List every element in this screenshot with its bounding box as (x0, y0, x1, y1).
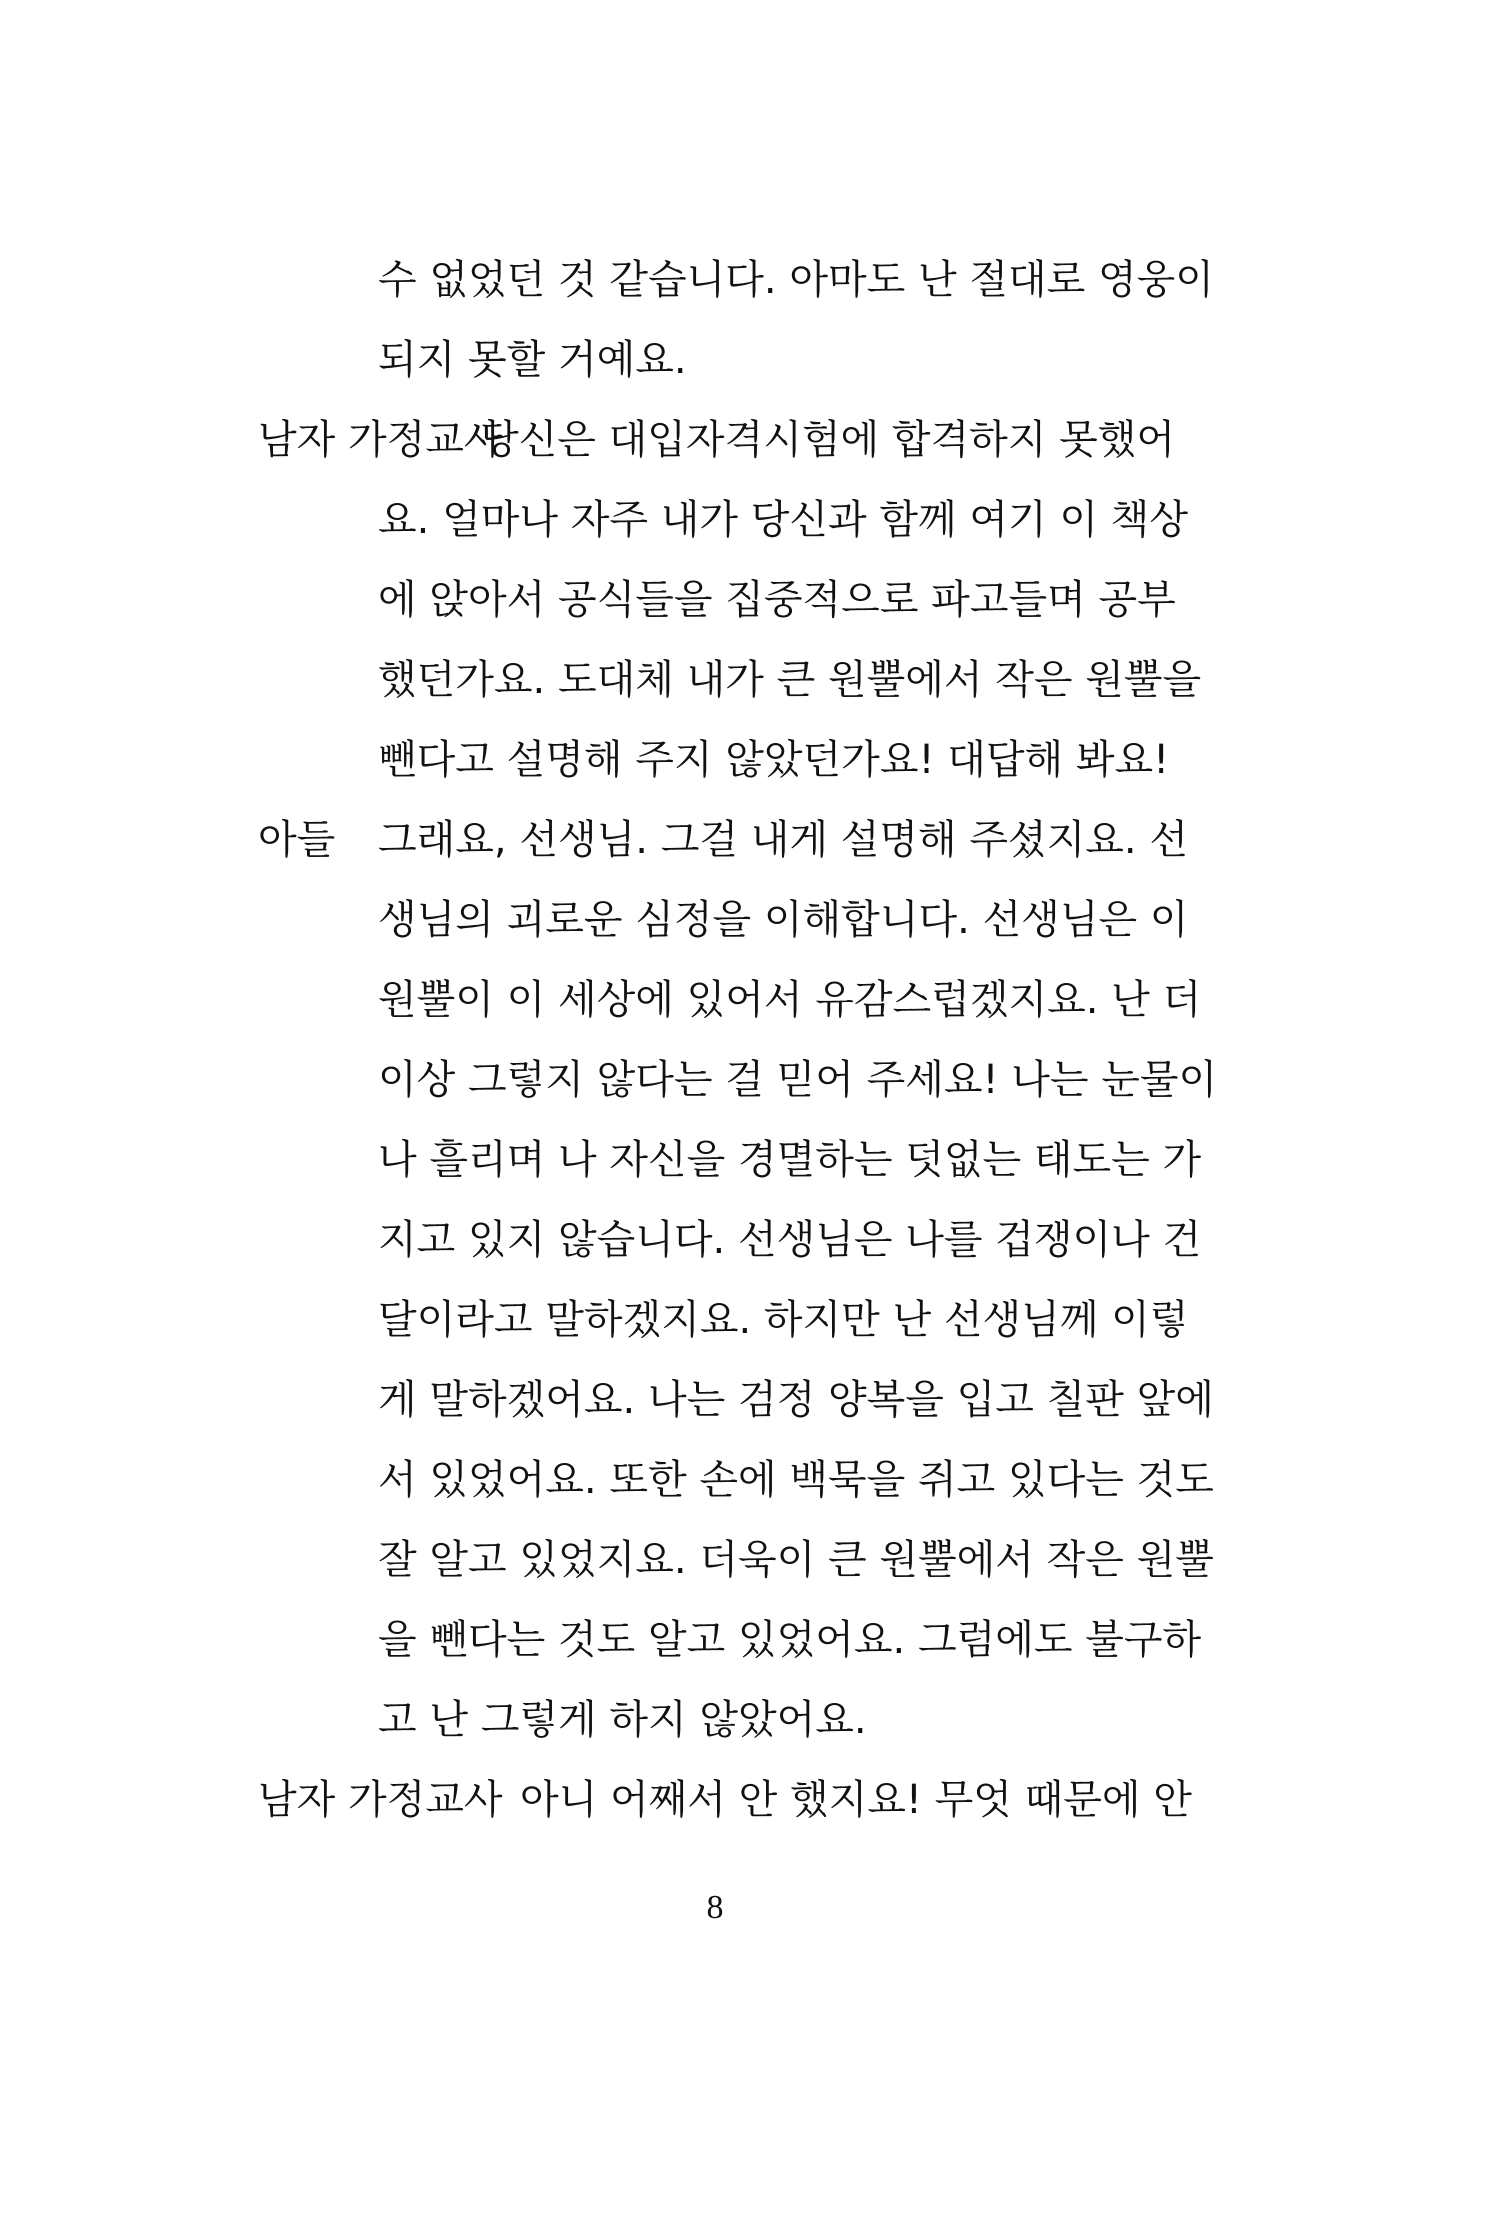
dialogue-line: 원뿔이 이 세상에 있어서 유감스럽겠지요. 난 더 (378, 977, 1202, 1023)
dialogue-line: 달이라고 말하겠지요. 하지만 난 선생님께 이렇 (378, 1297, 1189, 1343)
dialogue-line: 잘 알고 있었지요. 더욱이 큰 원뿔에서 작은 원뿔 (378, 1537, 1214, 1583)
dialogue-line: 나 흘리며 나 자신을 경멸하는 덧없는 태도는 가 (378, 1137, 1202, 1183)
dialogue-line: 에 앉아서 공식들을 집중적으로 파고들며 공부 (378, 577, 1176, 623)
dialogue-line: 이상 그렇지 않다는 걸 믿어 주세요! 나는 눈물이 (378, 1057, 1218, 1103)
speaker-name: 아들 (258, 817, 336, 863)
dialogue-line: 고 난 그렇게 하지 않았어요. (378, 1697, 867, 1743)
dialogue-line: 당신은 대입자격시험에 합격하지 못했어 (480, 417, 1176, 463)
continuation-line: 수 없었던 것 같습니다. 아마도 난 절대로 영웅이 (378, 257, 1214, 303)
dialogue-line: 서 있었어요. 또한 손에 백묵을 쥐고 있다는 것도 (378, 1457, 1214, 1503)
dialogue-line: 했던가요. 도대체 내가 큰 원뿔에서 작은 원뿔을 (378, 657, 1202, 703)
dialogue-line: 을 뺀다는 것도 알고 있었어요. 그럼에도 불구하 (378, 1617, 1202, 1663)
dialogue-line: 생님의 괴로운 심정을 이해합니다. 선생님은 이 (378, 897, 1189, 943)
dialogue-line: 요. 얼마나 자주 내가 당신과 함께 여기 이 책상 (378, 497, 1188, 543)
dialogue-line: 아니 어째서 안 했지요! 무엇 때문에 안 (520, 1777, 1192, 1823)
page-number: 8 (706, 1889, 724, 1926)
speaker-name: 남자 가정교사 (258, 1777, 503, 1823)
continuation-line: 되지 못할 거예요. (378, 337, 687, 383)
dialogue-line: 그래요, 선생님. 그걸 내게 설명해 주셨지요. 선 (378, 817, 1188, 863)
dialogue-line: 게 말하겠어요. 나는 검정 양복을 입고 칠판 앞에 (378, 1377, 1214, 1423)
dialogue-line: 뺀다고 설명해 주지 않았던가요! 대답해 봐요! (378, 737, 1170, 783)
dialogue-line: 지고 있지 않습니다. 선생님은 나를 겁쟁이나 건 (378, 1217, 1202, 1263)
speaker-name: 남자 가정교사 (258, 417, 503, 463)
